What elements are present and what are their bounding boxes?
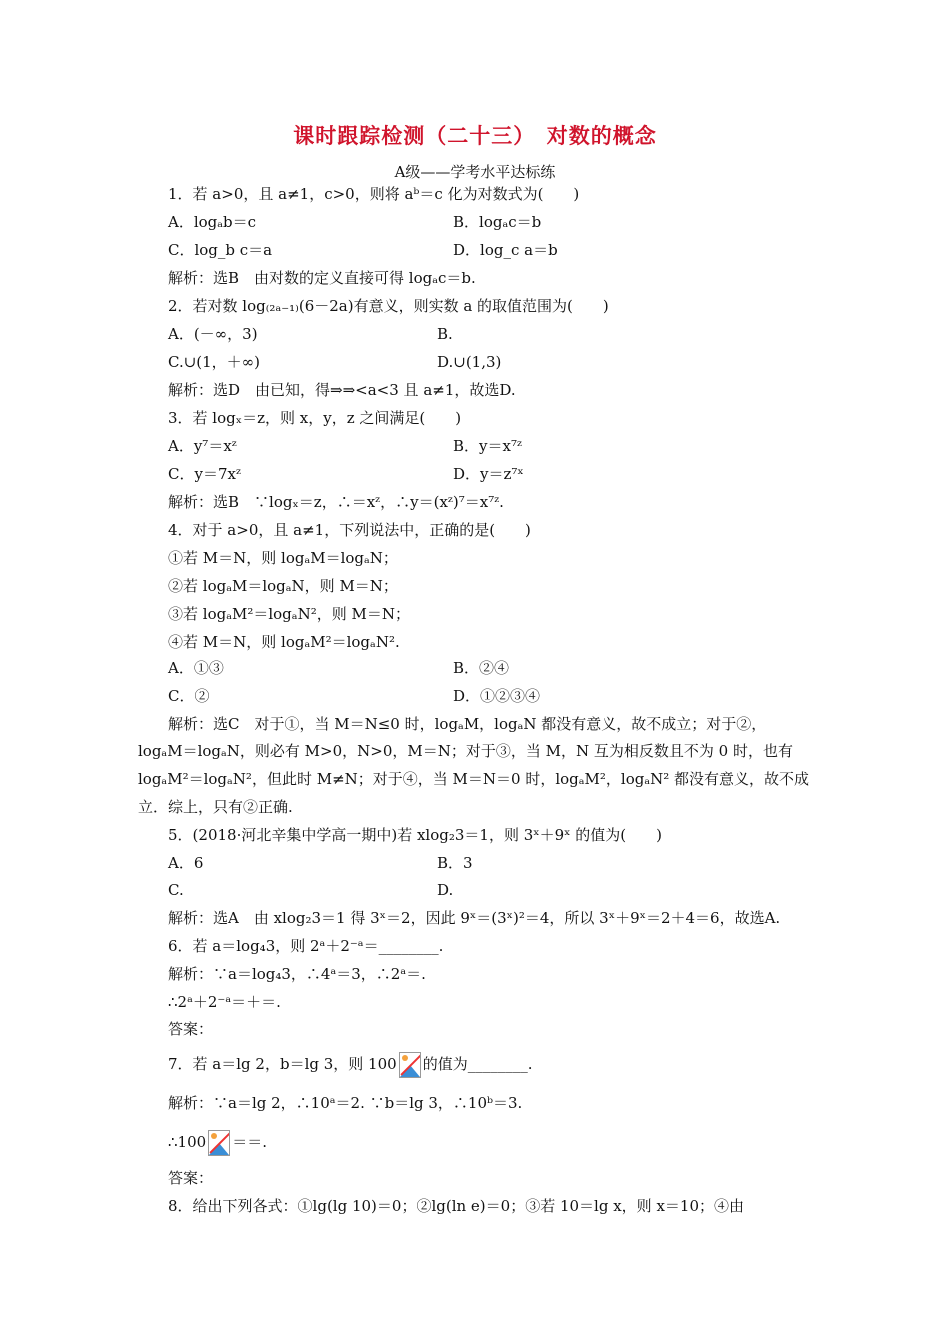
q6-answer-label: 答案： bbox=[168, 1020, 214, 1038]
q5-option-d: D. bbox=[437, 881, 454, 899]
q7-analysis-line-2 bbox=[168, 1130, 267, 1156]
q6-analysis-line-1: 解析：∵a＝log₄3，∴4ᵃ＝3，∴2ᵃ＝. bbox=[168, 965, 426, 983]
q4-option-c: C．② bbox=[168, 687, 210, 705]
q5-option-b: B．3 bbox=[437, 854, 473, 872]
q4-statement-4: ④若 M＝N，则 logₐM²＝logₐN². bbox=[168, 633, 400, 651]
q2-option-d: D.∪(1,3) bbox=[437, 353, 502, 371]
q7-stem-post: 的值为________. bbox=[422, 1055, 533, 1073]
q4-analysis-line-1: 解析：选C 对于①，当 M＝N≤0 时，logₐM，logₐN 都没有意义，故不成立；对于②， bbox=[168, 715, 767, 733]
broken-image-icon bbox=[399, 1052, 421, 1078]
q2-stem: 2．若对数 log₍₂ₐ₋₁₎(6－2a)有意义，则实数 a 的取值范围为( ) bbox=[168, 297, 609, 315]
q2-option-a: A．(－∞，3) bbox=[168, 325, 258, 343]
q1-analysis: 解析：选B 由对数的定义直接可得 logₐc＝b. bbox=[168, 269, 476, 287]
q1-option-c: C．log_b c＝a bbox=[168, 241, 273, 259]
q4-statement-2: ②若 logₐM＝logₐN，则 M＝N； bbox=[168, 577, 398, 595]
q1-option-a: A．logₐb＝c bbox=[168, 213, 257, 231]
q6-stem: 6．若 a＝log₄3，则 2ᵃ＋2⁻ᵃ＝________. bbox=[168, 937, 444, 955]
q8-stem: 8．给出下列各式：①lg(lg 10)＝0；②lg(ln e)＝0；③若 10＝lg x，则 x＝10；④由 bbox=[168, 1197, 744, 1215]
q5-option-a: A．6 bbox=[168, 854, 204, 872]
q4-stem: 4．对于 a>0，且 a≠1，下列说法中，正确的是( ) bbox=[168, 521, 531, 539]
q7-stem bbox=[168, 1052, 532, 1078]
q1-option-d: D．log_c a＝b bbox=[453, 241, 558, 259]
q2-option-c: C.∪(1，＋∞) bbox=[168, 353, 261, 371]
q3-option-c: C．y＝7xᶻ bbox=[168, 465, 241, 483]
q7-analysis-pre: ∴100 bbox=[168, 1133, 207, 1151]
q4-statement-3: ③若 logₐM²＝logₐN²，则 M＝N； bbox=[168, 605, 410, 623]
q3-option-b: B．y＝x⁷ᶻ bbox=[453, 437, 522, 455]
q2-option-b: B. bbox=[437, 325, 453, 343]
q4-statement-1: ①若 M＝N，则 logₐM＝logₐN； bbox=[168, 549, 398, 567]
q5-option-c: C. bbox=[168, 881, 184, 899]
q4-analysis-line-3: logₐM²＝logₐN²，但此时 M≠N；对于④，当 M＝N＝0 时，logₐM²，logₐN² 都没有意义，故不成 bbox=[138, 770, 810, 788]
q3-analysis: 解析：选B ∵logₓ＝z，∴＝xᶻ，∴y＝(xᶻ)⁷＝x⁷ᶻ. bbox=[168, 493, 504, 511]
broken-image-icon bbox=[208, 1130, 230, 1156]
q3-option-a: A．y⁷＝xᶻ bbox=[168, 437, 237, 455]
q1-option-b: B．logₐc＝b bbox=[453, 213, 542, 231]
q6-analysis-line-2: ∴2ᵃ＋2⁻ᵃ＝＋＝. bbox=[168, 993, 281, 1011]
q4-analysis-line-4: 立．综上，只有②正确. bbox=[138, 798, 293, 816]
q5-stem: 5．(2018·河北辛集中学高一期中)若 xlog₂3＝1，则 3ˣ＋9ˣ 的值为( ) bbox=[168, 826, 662, 844]
q2-analysis: 解析：选D 由已知，得⇒⇒<a<3 且 a≠1，故选D. bbox=[168, 381, 516, 399]
q4-analysis-line-2: logₐM＝logₐN，则必有 M>0，N>0，M＝N；对于③，当 M，N 互为相反数且不为 0 时，也有 bbox=[138, 742, 793, 760]
q5-analysis: 解析：选A 由 xlog₂3＝1 得 3ˣ＝2，因此 9ˣ＝(3ˣ)²＝4，所以 3ˣ＋9ˣ＝2＋4＝6，故选A. bbox=[168, 909, 781, 927]
q4-option-d: D．①②③④ bbox=[453, 687, 541, 705]
page-title: 课时跟踪检测（二十三） 对数的概念 bbox=[293, 124, 657, 148]
q4-option-a: A．①③ bbox=[168, 659, 224, 677]
q7-analysis-post: ＝＝. bbox=[232, 1133, 267, 1151]
q7-answer-label: 答案： bbox=[168, 1169, 214, 1187]
q3-stem: 3．若 logₓ＝z，则 x，y，z 之间满足( ) bbox=[168, 409, 462, 427]
q7-stem-pre: 7．若 a＝lg 2，b＝lg 3，则 100 bbox=[168, 1055, 397, 1073]
section-subtitle: A级——学考水平达标练 bbox=[394, 163, 556, 181]
q4-option-b: B．②④ bbox=[453, 659, 510, 677]
q3-option-d: D．y＝z⁷ˣ bbox=[453, 465, 524, 483]
q7-analysis-line-1: 解析：∵a＝lg 2，∴10ᵃ＝2. ∵b＝lg 3，∴10ᵇ＝3. bbox=[168, 1094, 523, 1112]
q1-stem: 1．若 a>0，且 a≠1，c>0，则将 aᵇ＝c 化为对数式为( ) bbox=[168, 185, 580, 203]
